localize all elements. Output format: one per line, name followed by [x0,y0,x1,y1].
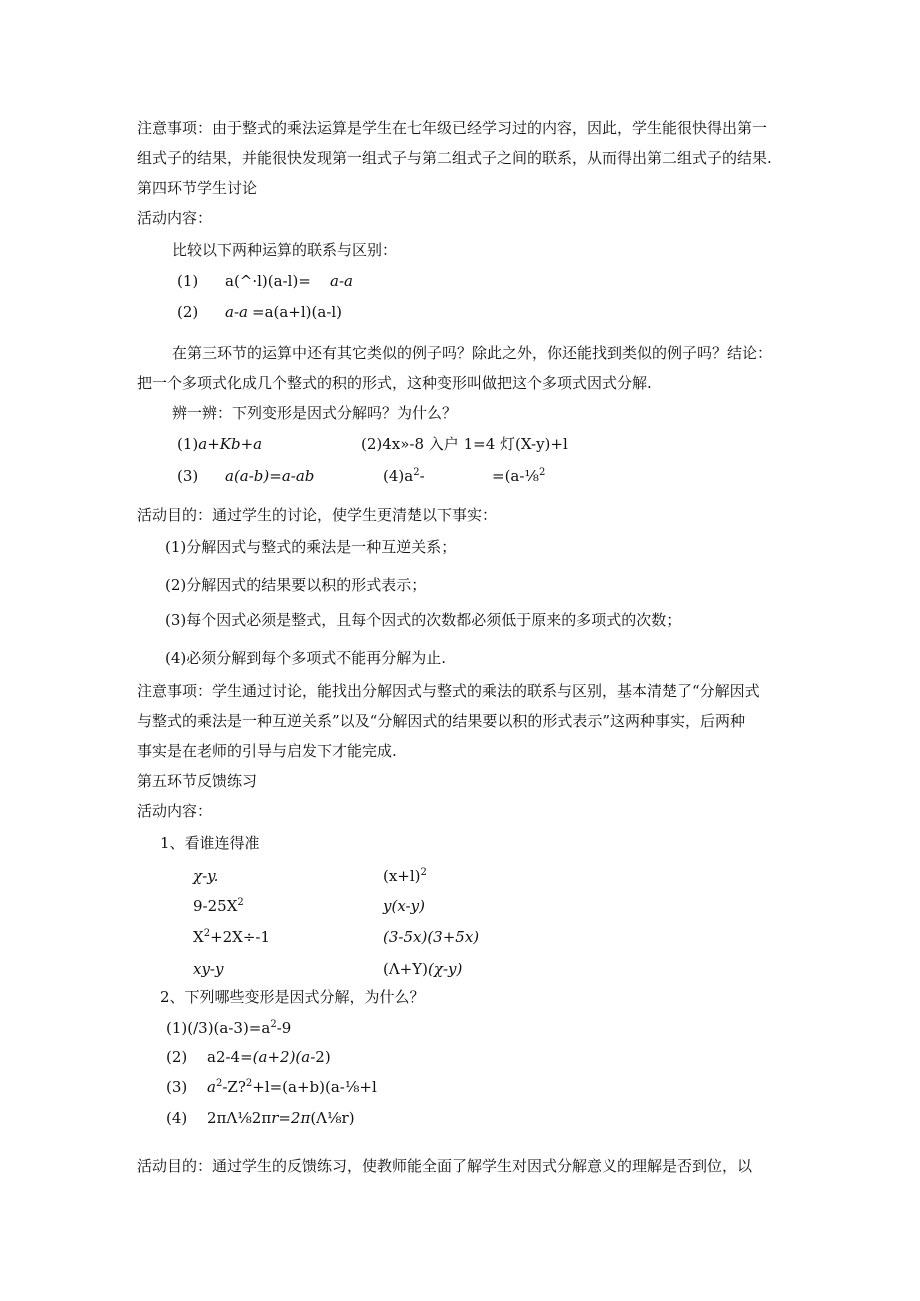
q2-item-1-sup: 2 [270,1019,277,1030]
match-left-1: χ-y. [193,867,219,885]
purpose-label: 活动目的：通过学生的讨论，使学生更清楚以下事实： [137,506,498,524]
match-left-3-text: X [193,928,204,946]
compare-text: 比较以下两种运算的联系与区别： [172,241,398,259]
q2-item-4-c: (Λ⅛r) [310,1109,355,1127]
match-left-4: xy-y [193,960,224,978]
q2-item-3-sup2: 2 [245,1078,253,1089]
section-4-title: 第四环节学生讨论 [137,179,258,197]
activity-content-label-2: 活动内容： [137,802,213,820]
q2-item-4-a: 2πΛ⅛2π [207,1109,272,1127]
judge-4-sup: 2 [413,467,420,478]
note-2-line-1: 注意事项：学生通过讨论，能找出分解因式与整式的乘法的联系与区别，基本清楚了“分解因式 [137,682,760,700]
judge-2-expr: (2)4x»-8 入户 1=4 灯(X-y)+l [361,435,568,453]
equation-2-number: (2) [177,303,199,321]
q2-item-2-c: 2) [315,1048,331,1066]
equation-1-left: a(^·l)(a-l)= [225,272,311,290]
match-right-2: y(x-y) [383,897,425,915]
q2-item-3-c: +l=(a+b)(a-⅛+l [252,1078,377,1096]
q2-item-1-text: (1)(/3)(a-3)=a [166,1019,271,1037]
fact-2: (2)分解因式的结果要以积的形式表示； [165,576,427,594]
q2-item-4-b: r=2π [271,1109,311,1127]
q2-item-3-a: a [207,1078,216,1096]
judge-1-expr: a+Kb+a [198,435,263,453]
judge-row-2 [177,466,737,486]
q2-item-2-num: (2) [166,1048,188,1066]
match-right-3: (3-5x)(3+5x) [383,928,480,946]
paragraph-line-2: 把一个多项式化成几个整式的积的形式，这种变形叫做把这个多项式因式分解. [137,374,652,392]
q2-item-1-post: -9 [276,1019,292,1037]
match-left-2-text: 9-25X [193,897,238,915]
match-right-4-post: (χ-y) [428,960,463,978]
judge-4-pre: (4)a [383,467,414,485]
match-left-3-post: +2X÷-1 [210,928,271,946]
match-left-2-sup: 2 [237,897,244,908]
q2-item-3-expr [207,1077,377,1097]
activity-content-label: 活动内容： [137,209,213,227]
judge-4-result [492,466,545,486]
q2-item-1 [166,1018,291,1038]
question-1-title: 1、看谁连得准 [160,834,260,852]
fact-3: (3)每个因式必须是整式，且每个因式的次数都必须低于原来的多项式的次数； [165,611,682,629]
q2-item-4-expr [207,1108,355,1128]
judge-text: 辨一辨：下列变形是因式分解吗？为什么？ [172,404,458,422]
judge-4-sup2: 2 [538,467,546,478]
match-right-4 [383,959,462,979]
match-right-1-text: (x+l) [383,867,421,885]
purpose-line-2: 活动目的：通过学生的反馈练习，使教师能全面了解学生对因式分解意义的理解是否到位，以 [137,1157,753,1175]
equation-2 [177,302,343,322]
q2-item-2-b: (a+2)(a- [252,1048,316,1066]
equation-2-left: a-a [225,303,248,321]
fact-4: (4)必须分解到每个多项式不能再分解为止. [165,649,447,667]
note-2-line-3: 事实是在老师的引导与启发下才能完成. [137,742,397,760]
q2-item-2-a: a2-4= [207,1048,253,1066]
judge-3-expr: a(a-b)=a-ab [225,467,315,485]
match-left-2 [193,896,244,916]
q2-item-4 [166,1108,355,1128]
judge-1-num: (1) [177,435,199,453]
note-line-2: 组式子的结果，并能很快发现第一组式子与第二组式子之间的联系，从而得出第二组式子的结果. [137,149,772,167]
equation-1-number: (1) [177,272,199,290]
note-line-1: 注意事项：由于整式的乘法运算是学生在七年级已经学习过的内容，因此，学生能很快得出第一 [137,119,768,137]
judge-3-num: (3) [177,467,199,485]
q2-item-3-b: -Z? [222,1078,246,1096]
q2-item-2 [166,1047,331,1067]
match-left-3 [193,927,270,947]
question-2-title: 2、下列哪些变形是因式分解，为什么？ [160,988,425,1006]
section-5-title: 第五环节反馈练习 [137,772,258,790]
judge-4-mid: - [419,467,425,485]
q2-item-3-num: (3) [166,1078,188,1096]
judge-4-post: =(a-⅛ [492,467,539,485]
q2-item-3-sup: 2 [215,1078,223,1089]
q2-item-2-expr [207,1047,331,1067]
match-right-4-text: (Λ+Y) [383,960,429,978]
equation-2-right: =a(a+l)(a-l) [252,303,343,321]
equation-1 [177,271,353,291]
q2-item-4-num: (4) [166,1109,188,1127]
judge-row-1 [177,434,737,454]
fact-1: (1)分解因式与整式的乘法是一种互逆关系； [165,538,457,556]
match-right-1 [383,866,427,886]
equation-1-right: a-a [330,272,353,290]
paragraph-line-1: 在第三环节的运算中还有其它类似的例子吗？除此之外，你还能找到类似的例子吗？结论： [172,344,773,362]
note-2-line-2: 与整式的乘法是一种互逆关系”以及“分解因式的结果要以积的形式表示”这两种事实，后两种 [137,712,746,730]
judge-4-expr [383,466,425,486]
match-right-1-sup: 2 [420,867,427,878]
match-left-3-sup: 2 [203,928,211,939]
